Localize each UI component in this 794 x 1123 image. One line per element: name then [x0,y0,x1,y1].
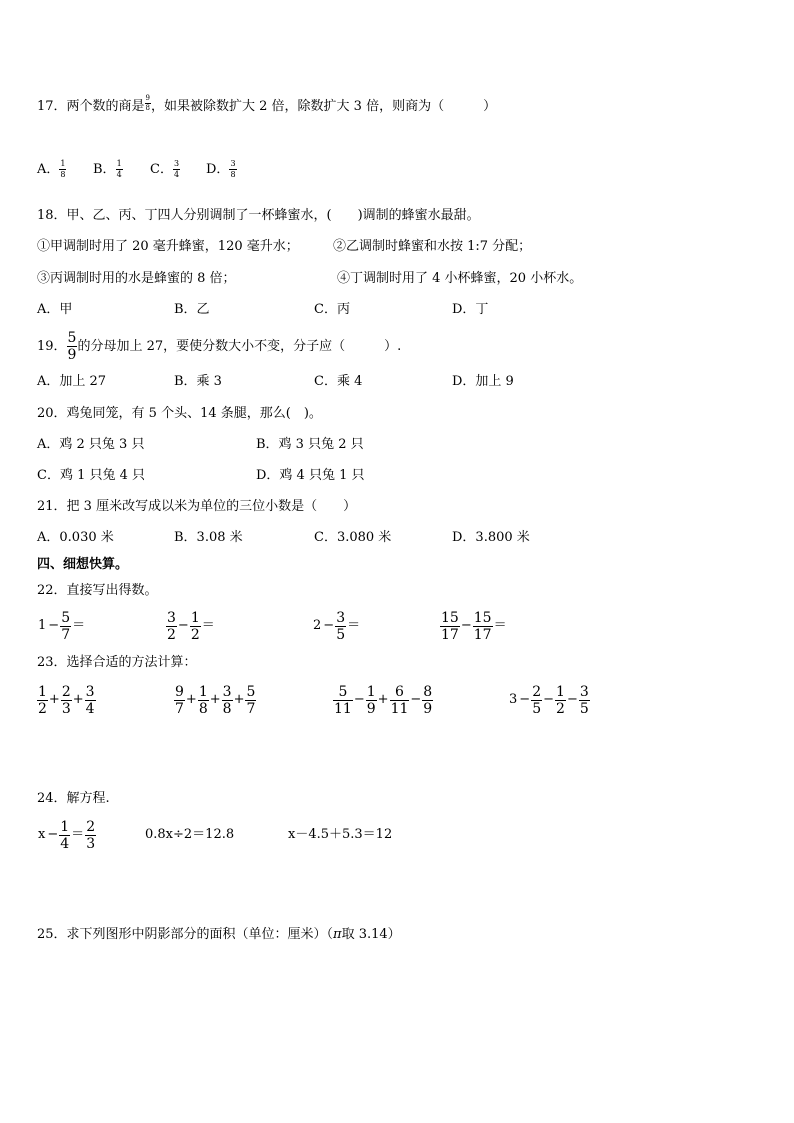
q24-equation-2: 0.8x÷2＝12.8 [145,827,235,842]
q23-expr-2: $\frac{9}{7}$ + $\frac{1}{8}$ + $\frac{3}{8}$ + $\frac{5}{7}$ [175,683,256,717]
q20-stem: 20．鸡兔同笼，有 5 个头、14 条腿，那么( )。 [37,406,322,421]
q18-option-b[interactable]: B．乙 [174,302,210,317]
q20-option-a[interactable]: A．鸡 2 只兔 3 只 [37,437,145,452]
q19-option-a[interactable]: A．加上 27 [37,374,107,389]
q18-condition-3: ③丙调制时用的水是蜂蜜的 8 倍； [37,271,236,286]
q18-condition-2: ②乙调制时蜂蜜和水按 1:7 分配； [333,239,532,254]
q19-fraction: $\frac{5}{9}$ [67,330,77,363]
q19-option-c[interactable]: C．乘 4 [314,374,363,389]
q24-stem: 24．解方程. [37,791,110,806]
q18-option-d[interactable]: D．丁 [452,302,489,317]
q23-expr-1: $\frac{1}{2}$ + $\frac{2}{3}$ + $\frac{3}{4}$ [38,683,95,717]
section-heading: 四、细想快算。 [37,557,129,572]
q17-option-b[interactable]: B． $\frac{1}{4}$ [93,159,122,179]
q17-stem-b: ，如果被除数扩大 2 倍，除数扩大 3 倍，则商为（ ） [151,99,497,114]
q22-stem: 22．直接写出得数。 [37,583,158,598]
q18-condition-4: ④丁调制时用了 4 小杯蜂蜜，20 小杯水。 [337,271,583,286]
q21-option-a[interactable]: A．0.030 米 [37,530,114,545]
q20-option-b[interactable]: B．鸡 3 只兔 2 只 [256,437,364,452]
q22-expr-1: 1 − $\frac{5}{7}$ ＝ [38,609,86,643]
q25-stem: 25．求下列图形中阴影部分的面积（单位：厘米）（π取 3.14） [37,927,401,942]
q20-option-d[interactable]: D．鸡 4 只兔 1 只 [256,468,365,483]
q22-expr-2: $\frac{3}{2}$ − $\frac{1}{2}$ ＝ [167,609,215,643]
q17-option-a[interactable]: A． $\frac{1}{8}$ [37,159,66,179]
q22-expr-4: $\frac{15}{17}$ − $\frac{15}{17}$ ＝ [441,609,507,643]
q24-equation-3: x－4.5＋5.3＝12 [288,827,393,842]
q21-option-c[interactable]: C．3.080 米 [314,530,392,545]
q22-expr-3: 2 − $\frac{3}{5}$ ＝ [313,609,361,643]
q17-stem-fraction: $\frac{9}{8}$ [145,94,151,112]
q17-option-d[interactable]: D． $\frac{3}{8}$ [206,159,236,179]
q21-option-d[interactable]: D．3.800 米 [452,530,530,545]
q19-stem: 19． $\frac{5}{9}$ 的分母加上 27，要使分数大小不变，分子应（ ）. [37,330,402,363]
q23-expr-4: 3 − $\frac{2}{5}$ − $\frac{1}{2}$ − $\frac{3}{5}$ [509,683,589,717]
q17-option-a-fraction: $\frac{1}{8}$ [60,159,66,179]
q17-stem-a: 17．两个数的商是 [37,99,145,114]
q18-option-a[interactable]: A．甲 [37,302,73,317]
q17-option-c-fraction: $\frac{3}{4}$ [173,159,180,179]
q17-option-c[interactable]: C． $\frac{3}{4}$ [150,159,180,179]
q17-option-d-fraction: $\frac{3}{8}$ [230,159,236,179]
q17-stem [37,94,497,116]
q19-option-d[interactable]: D．加上 9 [452,374,514,389]
q18-option-c[interactable]: C．丙 [314,302,350,317]
q21-stem: 21．把 3 厘米改写成以米为单位的三位小数是（ ） [37,499,357,514]
q18-condition-1: ①甲调制时用了 20 毫升蜂蜜，120 毫升水； [37,239,299,254]
q17-option-b-fraction: $\frac{1}{4}$ [116,159,122,179]
q23-stem: 23．选择合适的方法计算： [37,655,197,670]
q21-option-b[interactable]: B．3.08 米 [174,530,243,545]
q24-equation-1: x − $\frac{1}{4}$ ＝ $\frac{2}{3}$ [38,818,96,852]
q20-option-c[interactable]: C．鸡 1 只兔 4 只 [37,468,146,483]
q19-option-b[interactable]: B．乘 3 [174,374,222,389]
q23-expr-3: $\frac{5}{11}$ − $\frac{1}{9}$ + $\frac{6}{11}$ − $\frac{8}{9}$ [334,683,433,717]
q18-stem: 18．甲、乙、丙、丁四人分别调制了一杯蜂蜜水，( )调制的蜂蜜水最甜。 [37,208,480,223]
